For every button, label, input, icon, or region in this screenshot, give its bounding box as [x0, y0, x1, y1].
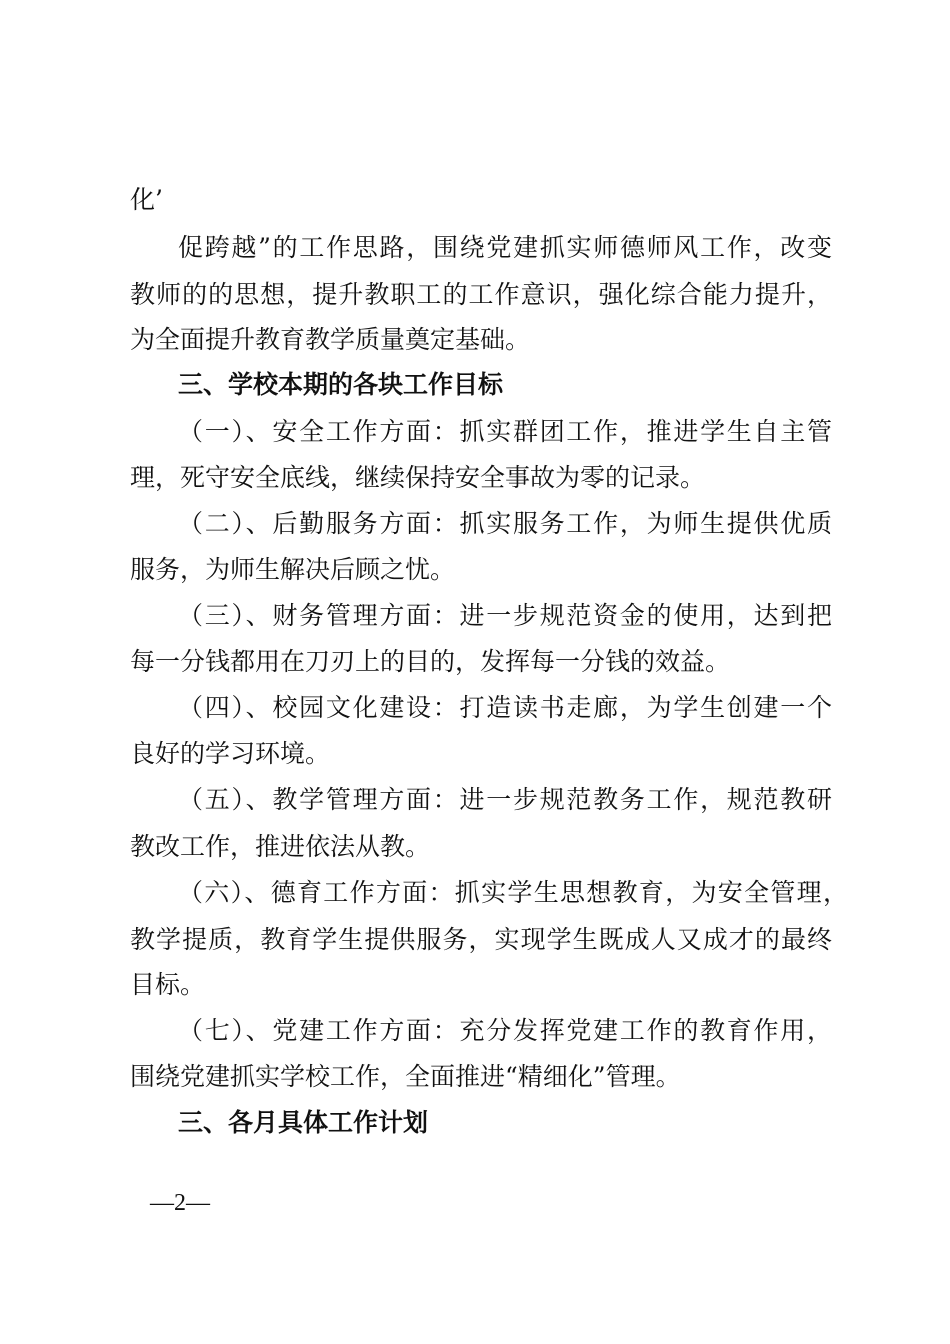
section-heading: 三、各月具体工作计划: [178, 1108, 429, 1137]
text-line: （一）、安全工作方面：抓实群团工作，推进学生自主管: [178, 417, 832, 446]
text-line: 目标。: [130, 970, 206, 999]
text-line: 化’: [130, 185, 163, 214]
text-line: 促跨越”的工作思路，围绕党建抓实师德师风工作，改变: [178, 233, 832, 262]
text-line: 教学提质，教育学生提供服务，实现学生既成人又成才的最终: [130, 925, 832, 954]
text-line: 理，死守安全底线，继续保持安全事故为零的记录。: [130, 463, 706, 492]
section-heading: 三、学校本期的各块工作目标: [178, 370, 504, 399]
text-line: （三）、财务管理方面：进一步规范资金的使用，达到把: [178, 601, 832, 630]
page-number: —2—: [150, 1190, 210, 1216]
text-line: （六）、德育工作方面：抓实学生思想教育，为安全管理，: [178, 878, 848, 907]
text-line: （四）、校园文化建设：打造读书走廊，为学生创建一个: [178, 693, 832, 722]
text-line: （二）、后勤服务方面：抓实服务工作，为师生提供优质: [178, 509, 832, 538]
text-line: （七）、党建工作方面：充分发挥党建工作的教育作用，: [178, 1016, 832, 1045]
text-line: 为全面提升教育教学质量奠定基础。: [130, 325, 531, 354]
text-line: 良好的学习环境。: [130, 739, 331, 768]
text-line: 教改工作，推进依法从教。: [130, 832, 431, 861]
text-line: 服务，为师生解决后顾之忧。: [130, 555, 456, 584]
text-line: （五）、教学管理方面：进一步规范教务工作，规范教研: [178, 785, 832, 814]
text-line: 围绕党建抓实学校工作，全面推进“精细化”管理。: [130, 1062, 681, 1091]
text-line: 教师的的思想，提升教职工的工作意识，强化综合能力提升，: [130, 280, 832, 309]
text-line: 每一分钱都用在刀刃上的目的，发挥每一分钱的效益。: [130, 647, 731, 676]
